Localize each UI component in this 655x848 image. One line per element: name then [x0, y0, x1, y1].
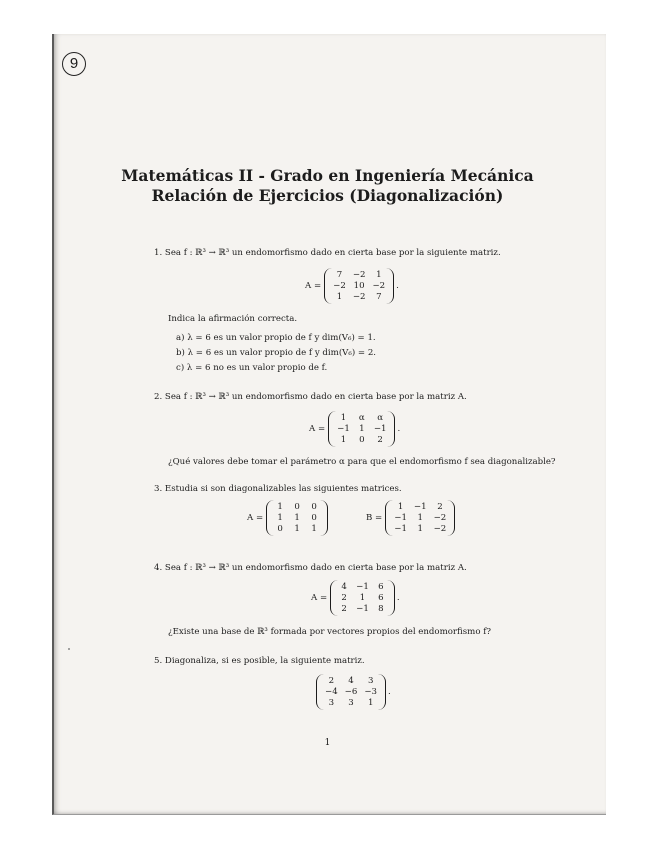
matrix-entry: −2: [352, 270, 366, 280]
ex1-option-c: c) λ = 6 no es un valor propio de f.: [176, 363, 328, 373]
ex4-question: ¿Existe una base de ℝ³ formada por vectores propios del endomorfismo f?: [168, 627, 492, 637]
matrix-entry: 2: [437, 502, 443, 512]
matrix-entry: 1: [340, 435, 347, 445]
matrix-entry: 4: [348, 676, 354, 686]
ex5-matrix: 2 4 3 −4 −6 −3 3 3 1 .: [316, 674, 391, 710]
matrix-entry: 1: [311, 524, 317, 534]
matrix-entry: −2: [372, 281, 386, 291]
ex3-statement: 3. Estudia si son diagonalizables las siguientes matrices.: [154, 484, 402, 494]
matrix-entry: −1: [373, 424, 387, 434]
matrix-entry: −1: [337, 424, 350, 434]
ex5-matrix-grid: [324, 674, 378, 710]
matrix-entry: 2: [377, 435, 383, 445]
matrix-entry: 1: [359, 424, 365, 434]
matrix-entry: 1: [397, 502, 404, 512]
matrix-entry: 2: [341, 604, 347, 614]
ex2-matrix-label: A =: [309, 424, 326, 434]
matrix-entry: −4: [325, 687, 338, 697]
matrix-entry: 2: [341, 593, 347, 603]
matrix-entry: 1: [294, 513, 300, 523]
matrix-entry: 1: [277, 513, 283, 523]
matrix-entry: 1: [294, 524, 300, 534]
matrix-entry: 0: [311, 513, 317, 523]
matrix-entry: 1: [359, 593, 366, 603]
ex3-matrix-a-grid: [274, 500, 320, 536]
ex3-matrix-a: [247, 500, 328, 536]
matrix-entry: 7: [336, 270, 343, 280]
matrix-entry: 1: [367, 698, 374, 708]
ex1-matrix: A = 7 −2 1 −2 10 −2 1 −2 7 .: [305, 270, 399, 302]
matrix-entry: −2: [333, 281, 346, 291]
matrix-entry: 1: [277, 502, 283, 512]
ex2-matrix-grid: [336, 411, 387, 447]
ex3-matrix-b: [366, 500, 455, 536]
ex4-matrix: A = 4 −1 6 2 1 6 2 −1 8 .: [311, 582, 400, 614]
matrix-entry: 0: [294, 502, 300, 512]
ex2-statement: 2. Sea f : ℝ³ → ℝ³ un endomorfismo dado en cierta base por la matriz A.: [154, 392, 467, 402]
matrix-entry: 7: [376, 292, 382, 302]
matrix-entry: −1: [356, 582, 369, 592]
matrix-entry: 3: [348, 698, 354, 708]
ex3-matrix-b-label: B =: [366, 513, 383, 523]
matrix-entry: 10: [353, 281, 365, 291]
matrix-entry: 6: [378, 582, 384, 592]
matrix-entry: 1: [417, 524, 423, 534]
matrix-entry: −1: [394, 513, 407, 523]
matrix-entry: −2: [433, 513, 447, 523]
ex2-question: ¿Qué valores debe tomar el parámetro α para que el endomorfismo f sea diagonalizable?: [168, 457, 556, 467]
ex4-matrix-label: A =: [311, 593, 328, 603]
ex1-option-b: b) λ = 6 es un valor propio de f y dim(V₆) = 2.: [176, 348, 377, 358]
matrix-entry: α: [358, 413, 365, 423]
page-number: 1: [324, 738, 331, 748]
matrix-entry: 3: [367, 676, 374, 686]
matrix-entry: 2: [328, 676, 335, 686]
ex3-matrix-b-grid: [393, 500, 447, 536]
ex2-matrix: A = 1 α α −1 1 −1 1 0 2 .: [309, 413, 401, 445]
ex1-instruction: Indica la afirmación correcta.: [168, 314, 298, 324]
matrix-entry: α: [377, 413, 384, 423]
matrix-entry: −2: [433, 524, 447, 534]
matrix-entry: −1: [394, 524, 407, 534]
matrix-entry: 1: [340, 413, 347, 423]
matrix-entry: 6: [378, 593, 384, 603]
paper-speck: [68, 648, 70, 650]
document-title: Matemáticas II - Grado en Ingeniería Mecánica: [121, 166, 534, 185]
matrix-entry: 1: [417, 513, 423, 523]
matrix-entry: 1: [376, 270, 382, 280]
matrix-entry: 0: [277, 524, 283, 534]
ex1-matrix-label: A =: [305, 281, 322, 291]
matrix-entry: 0: [311, 502, 317, 512]
matrix-entry: −2: [352, 292, 366, 302]
ex4-statement: 4. Sea f : ℝ³ → ℝ³ un endomorfismo dado en cierta base por la matriz A.: [154, 563, 467, 573]
matrix-entry: −6: [344, 687, 358, 697]
matrix-entry: −1: [356, 604, 369, 614]
ex3-matrix-a-label: A =: [247, 513, 264, 523]
ex5-statement: 5. Diagonaliza, si es posible, la siguiente matriz.: [154, 656, 365, 666]
ex1-matrix-grid: [332, 268, 386, 304]
ex1-option-a: a) λ = 6 es un valor propio de f y dim(V₆) = 1.: [176, 333, 376, 343]
matrix-entry: 3: [328, 698, 335, 708]
matrix-entry: −1: [413, 502, 427, 512]
handwritten-page-mark: 9: [62, 52, 86, 76]
matrix-entry: 0: [359, 435, 365, 445]
matrix-entry: −3: [364, 687, 378, 697]
matrix-entry: 4: [341, 582, 347, 592]
ex1-statement: 1. Sea f : ℝ³ → ℝ³ un endomorfismo dado en cierta base por la siguiente matriz.: [154, 248, 501, 258]
matrix-entry: 8: [378, 604, 384, 614]
document-subtitle: Relación de Ejercicios (Diagonalización): [151, 186, 504, 205]
ex4-matrix-grid: [338, 580, 387, 616]
matrix-entry: 1: [336, 292, 343, 302]
